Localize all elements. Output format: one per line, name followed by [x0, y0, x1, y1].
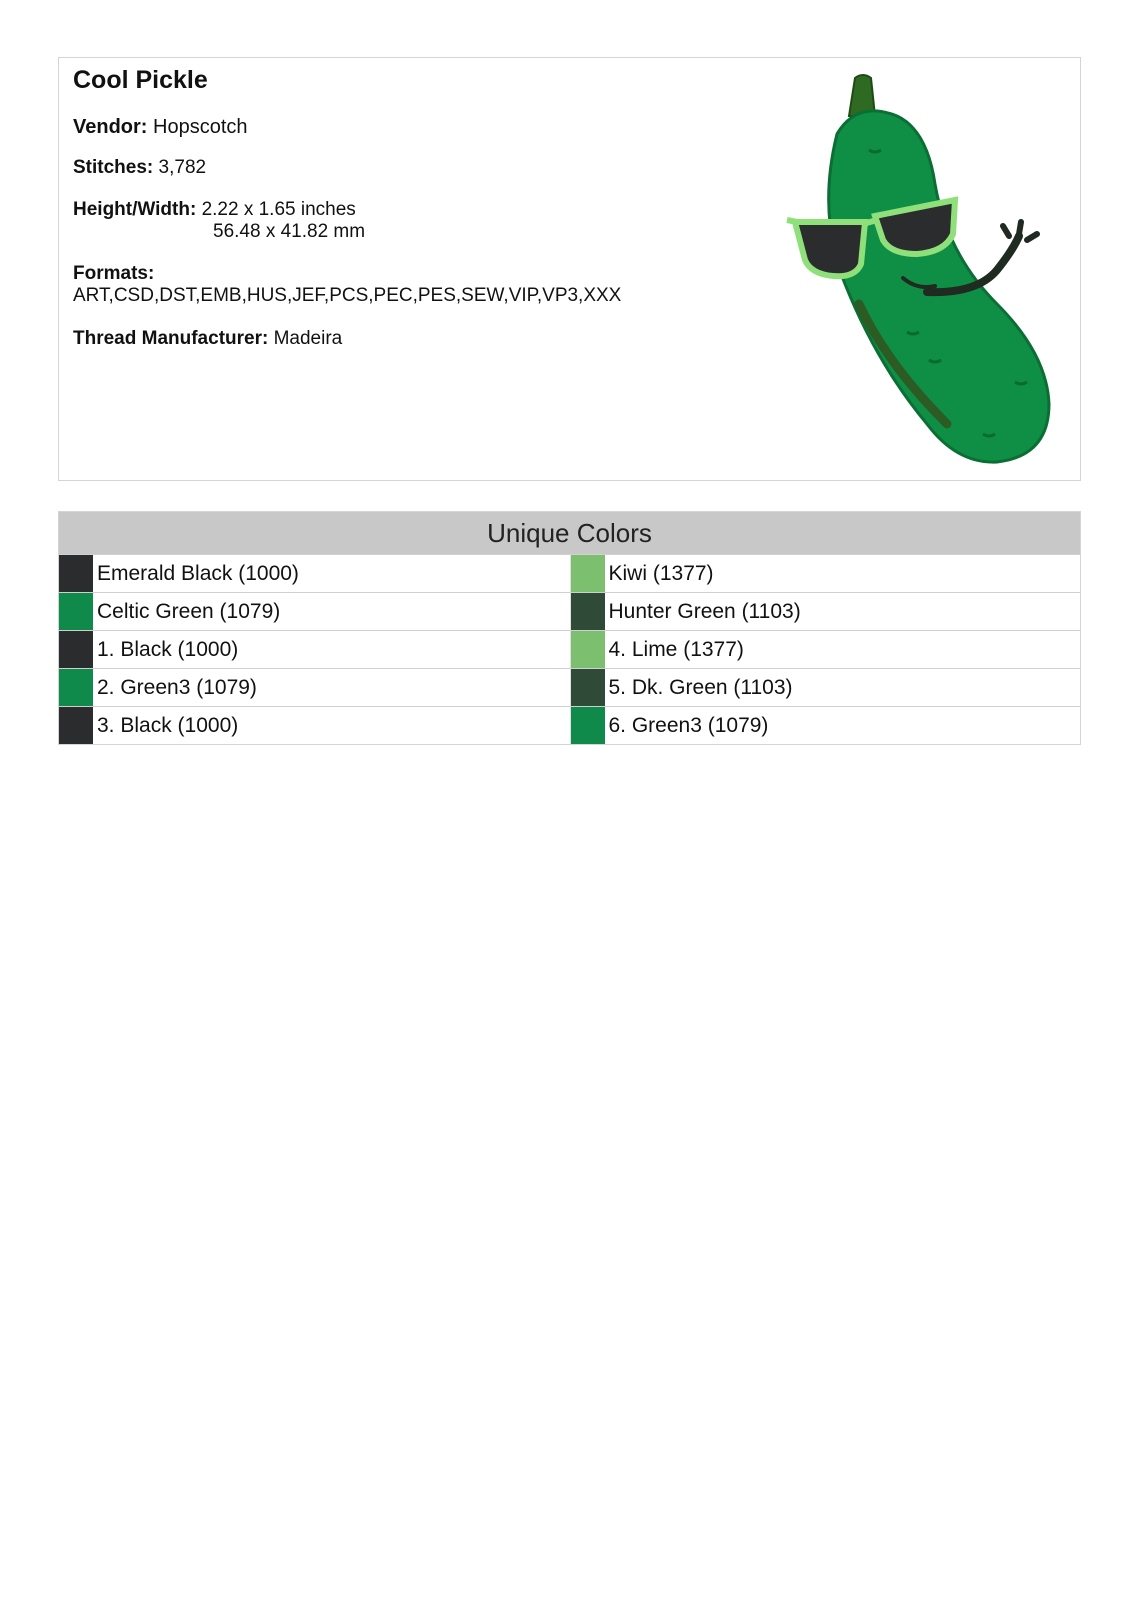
color-swatch: [59, 669, 93, 706]
color-row: [570, 554, 1081, 592]
design-info-card: [58, 57, 1081, 481]
vendor-label: Vendor:: [73, 116, 148, 138]
color-row: [59, 668, 570, 706]
formats-field: [73, 263, 621, 307]
color-row: [59, 592, 570, 630]
stitches-field: [73, 157, 206, 179]
color-swatch: [59, 631, 93, 668]
color-name: Celtic Green (1079): [97, 599, 281, 623]
height-width-field: [73, 199, 365, 243]
formats-value: ART,CSD,DST,EMB,HUS,JEF,PCS,PEC,PES,SEW,VIP,VP3,XXX: [73, 285, 622, 306]
unique-colors-header: Unique Colors: [59, 512, 1080, 554]
color-row: [570, 668, 1081, 706]
formats-label: Formats:: [73, 263, 155, 284]
color-name: 3. Black (1000): [97, 713, 239, 737]
thread-manufacturer-value: Madeira: [273, 328, 343, 349]
vendor-field: [73, 116, 248, 138]
color-swatch: [571, 555, 605, 592]
stitches-value: 3,782: [158, 157, 207, 178]
height-width-label: Height/Width:: [73, 199, 197, 220]
height-width-inches: 2.22 x 1.65 inches: [201, 199, 356, 220]
unique-colors-table: [58, 511, 1081, 745]
color-name: 2. Green3 (1079): [97, 675, 257, 699]
color-swatch: [571, 669, 605, 706]
color-row: [59, 554, 570, 592]
thread-manufacturer-field: [73, 328, 342, 350]
vendor-value: Hopscotch: [153, 116, 248, 138]
color-name: 4. Lime (1377): [608, 637, 744, 661]
color-name: 5. Dk. Green (1103): [608, 675, 793, 699]
color-row: [570, 706, 1081, 744]
color-name: Kiwi (1377): [608, 561, 714, 585]
color-swatch: [571, 593, 605, 630]
pickle-embroidery-image: [757, 64, 1077, 476]
color-name: 6. Green3 (1079): [608, 713, 769, 737]
stitches-label: Stitches:: [73, 157, 154, 178]
color-row: [59, 630, 570, 668]
color-swatch: [571, 707, 605, 744]
color-name: Hunter Green (1103): [608, 599, 801, 623]
color-name: 1. Black (1000): [97, 637, 239, 661]
color-row: [570, 592, 1081, 630]
thread-manufacturer-label: Thread Manufacturer:: [73, 328, 269, 349]
color-name: Emerald Black (1000): [97, 561, 299, 585]
color-swatch: [571, 631, 605, 668]
color-row: [59, 706, 570, 744]
colors-grid: [59, 554, 1080, 744]
color-swatch: [59, 555, 93, 592]
design-title: Cool Pickle: [73, 66, 208, 94]
color-swatch: [59, 707, 93, 744]
color-swatch: [59, 593, 93, 630]
color-row: [570, 630, 1081, 668]
height-width-mm: 56.48 x 41.82 mm: [213, 221, 366, 242]
